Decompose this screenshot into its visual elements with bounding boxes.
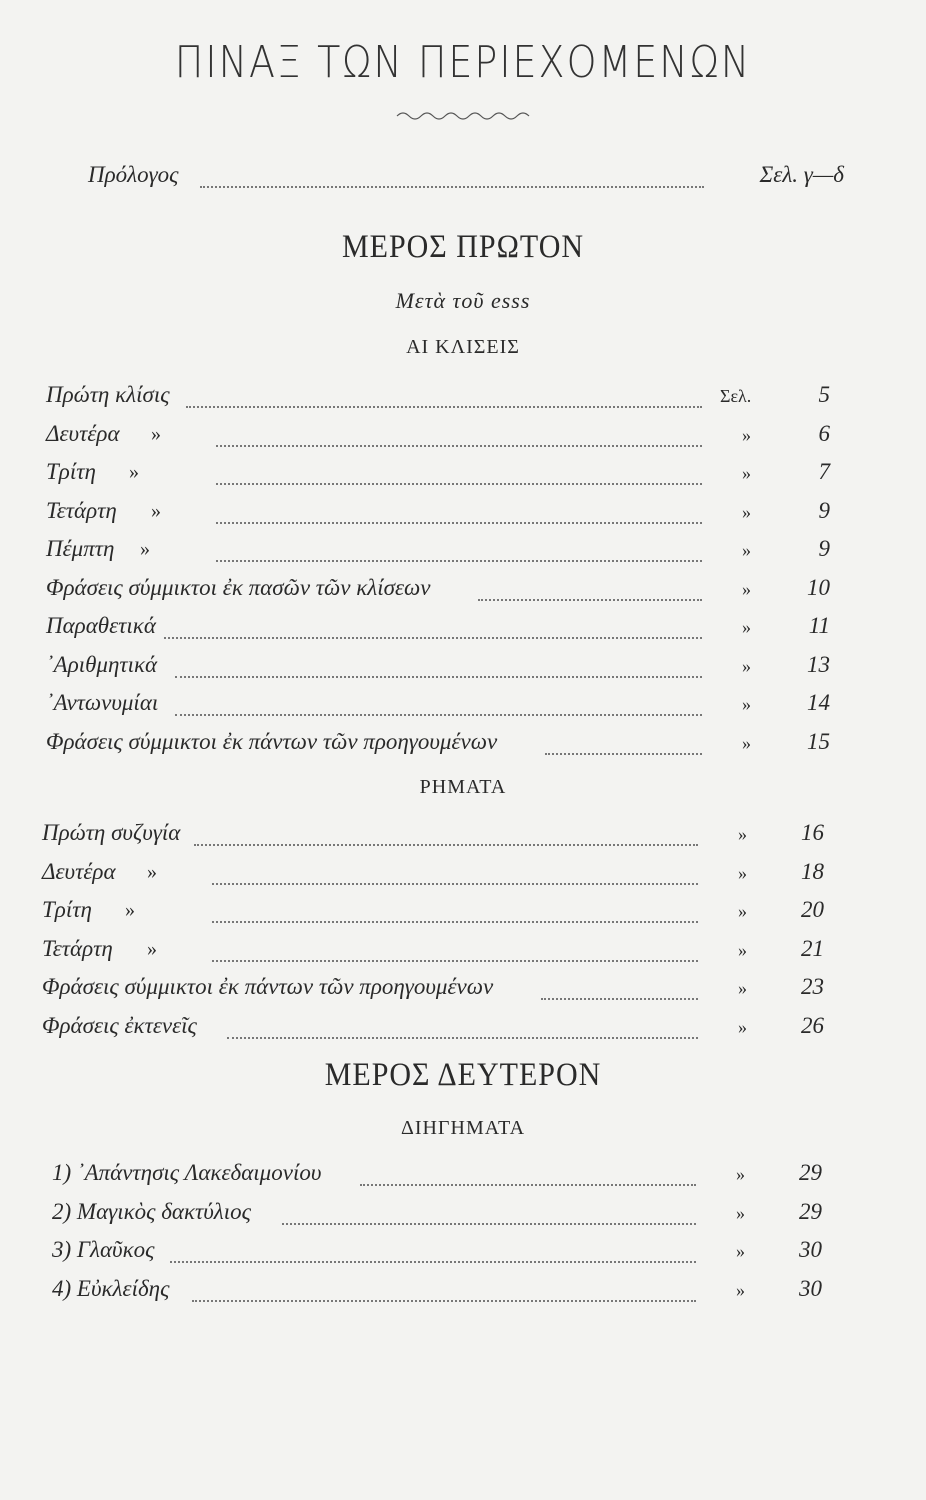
- entry-page: 18: [801, 858, 824, 884]
- entry-page: 30: [799, 1275, 822, 1301]
- dot-leader: [186, 406, 702, 408]
- page-title: ΠΙΝΑΞ ΤΩΝ ΠΕΡΙΕΧΟΜΕΝΩΝ: [174, 36, 752, 88]
- toc-entry: [46, 421, 830, 455]
- entry-page: 26: [801, 1012, 824, 1038]
- page-prefix: »: [738, 1016, 747, 1037]
- page-prefix: »: [742, 501, 751, 522]
- page-prefix: »: [742, 694, 751, 714]
- entry-label: Τετάρτη: [42, 935, 113, 961]
- page-prefix: »: [736, 1279, 745, 1300]
- entry-label: Πέμπτη: [46, 536, 115, 561]
- entry-page: 7: [818, 459, 830, 484]
- entry-page: 16: [801, 820, 824, 845]
- toc-entry: [46, 652, 830, 686]
- entry-label: Τρίτη: [46, 459, 96, 484]
- entry-label: Φράσεις σύμμικτοι ἐκ πάντων τῶν προηγουμένων: [42, 974, 494, 999]
- dot-leader: [360, 1184, 696, 1186]
- entry-label: Τετάρτη: [46, 497, 117, 523]
- dot-leader: [216, 483, 702, 485]
- entry-page: 29: [799, 1198, 822, 1224]
- section-heading-declensions: ΑΙ ΚΛΙΣΕΙΣ: [406, 336, 520, 358]
- dot-leader: [545, 753, 702, 755]
- entry-label: Φράσεις σύμμικτοι ἐκ πάντων τῶν προηγουμένων: [46, 728, 498, 754]
- entry-page: 13: [807, 651, 830, 677]
- dot-leader: [212, 960, 698, 962]
- entry-page: 23: [801, 974, 824, 999]
- toc-entry-prologue: [88, 162, 844, 196]
- dot-leader: [216, 445, 702, 447]
- toc-entry: [46, 729, 830, 763]
- toc-entry: [46, 459, 830, 493]
- dot-leader: [541, 998, 698, 1000]
- toc-entry: [46, 498, 830, 532]
- section-heading-stories: ΔΙΗΓΗΜΑΤΑ: [400, 1117, 526, 1139]
- toc-entry: [46, 690, 830, 724]
- entry-page: 21: [801, 935, 824, 961]
- page-prefix: »: [742, 578, 751, 599]
- dot-leader: [282, 1223, 696, 1225]
- page-prefix: »: [738, 939, 747, 960]
- entry-label: Πρώτη συζυγία: [42, 820, 181, 845]
- ditto-mark: »: [140, 538, 150, 560]
- toc-entry: [52, 1160, 822, 1194]
- toc-entry: [42, 1013, 824, 1047]
- entry-page: 11: [808, 613, 830, 638]
- entry-page: 6: [818, 420, 830, 446]
- entry-label: 3) Γλαῦκος: [52, 1237, 155, 1262]
- entry-page: 5: [818, 382, 830, 407]
- section-heading-verbs: ΡΗΜΑΤΑ: [419, 776, 507, 798]
- toc-entry: [42, 936, 824, 970]
- entry-label: Δευτέρα: [46, 420, 120, 446]
- ditto-mark: »: [151, 422, 161, 445]
- entry-label: 1) ᾿Απάντησις Λακεδαιμονίου: [52, 1160, 322, 1185]
- entry-page: 9: [818, 497, 830, 523]
- toc-entry: [42, 897, 824, 931]
- page-prefix: »: [736, 1241, 745, 1261]
- page-prefix: »: [742, 617, 751, 637]
- toc-entry: [46, 536, 830, 570]
- toc-entry: [46, 382, 830, 416]
- ornament-divider: [395, 108, 535, 124]
- dot-leader: [170, 1261, 696, 1263]
- page-prefix: »: [738, 901, 747, 921]
- toc-entry: [52, 1276, 822, 1310]
- entry-label: Δευτέρα: [42, 858, 116, 884]
- page-prefix: »: [742, 463, 751, 483]
- page-prefix: »: [736, 1202, 745, 1223]
- dot-leader: [192, 1300, 696, 1302]
- entry-label: 2) Μαγικὸς δακτύλιος: [52, 1198, 251, 1224]
- toc-entry: [46, 613, 830, 647]
- page-prefix: »: [736, 1164, 745, 1184]
- entry-page: 29: [799, 1160, 822, 1185]
- dot-leader: [175, 676, 702, 678]
- entry-page: 14: [807, 690, 830, 715]
- entry-label: Φράσεις ἐκτενεῖς: [42, 1012, 197, 1038]
- dot-leader: [216, 560, 702, 562]
- entry-label: Τρίτη: [42, 897, 92, 922]
- toc-entry: [52, 1199, 822, 1233]
- toc-entry: [42, 974, 824, 1008]
- entry-label: 4) Εὐκλείδης: [52, 1275, 170, 1301]
- ditto-mark: »: [151, 499, 161, 522]
- entry-label: Φράσεις σύμμικτοι ἐκ πασῶν τῶν κλίσεων: [46, 574, 431, 600]
- page-prefix: Σελ.: [720, 386, 752, 406]
- page-prefix: »: [738, 978, 747, 998]
- toc-entry: [46, 575, 830, 609]
- dot-leader: [212, 921, 698, 923]
- dot-leader: [212, 883, 698, 885]
- dot-leader: [478, 599, 702, 601]
- entry-label: ᾿Αντωνυμίαι: [46, 690, 159, 715]
- dot-leader: [175, 714, 702, 716]
- part1-note: Μετὰ τοῦ esss: [395, 288, 531, 313]
- dot-leader: [227, 1037, 698, 1039]
- page-prefix: »: [738, 862, 747, 883]
- entry-page: 9: [818, 536, 830, 561]
- entry-label: ᾿Αριθμητικά: [46, 651, 158, 677]
- dot-leader: [194, 844, 698, 846]
- entry-page: 20: [801, 897, 824, 922]
- entry-label: Πρόλογος: [88, 162, 179, 187]
- ditto-mark: »: [147, 937, 157, 960]
- dot-leader: [164, 637, 702, 639]
- part1-heading: ΜΕΡΟΣ ΠΡΩΤΟΝ: [341, 228, 585, 265]
- page-prefix: »: [742, 424, 751, 445]
- entry-page: 15: [807, 728, 830, 754]
- page-prefix: »: [738, 824, 747, 844]
- entry-page: Σελ. γ—δ: [759, 162, 844, 187]
- toc-entry: [42, 859, 824, 893]
- page-prefix: »: [742, 732, 751, 753]
- ditto-mark: »: [147, 860, 157, 883]
- part2-heading: ΜΕΡΟΣ ΔΕΥΤΕΡΟΝ: [324, 1056, 602, 1093]
- dot-leader: [200, 186, 704, 188]
- page-prefix: »: [742, 655, 751, 676]
- toc-entry: [52, 1237, 822, 1271]
- toc-entry: [42, 820, 824, 854]
- ditto-mark: »: [125, 899, 135, 921]
- page-prefix: »: [742, 540, 751, 560]
- entry-label: Πρώτη κλίσις: [46, 382, 170, 407]
- entry-label: Παραθετικά: [46, 613, 156, 638]
- entry-page: 10: [807, 574, 830, 600]
- entry-page: 30: [799, 1237, 822, 1262]
- ditto-mark: »: [129, 461, 139, 483]
- dot-leader: [216, 522, 702, 524]
